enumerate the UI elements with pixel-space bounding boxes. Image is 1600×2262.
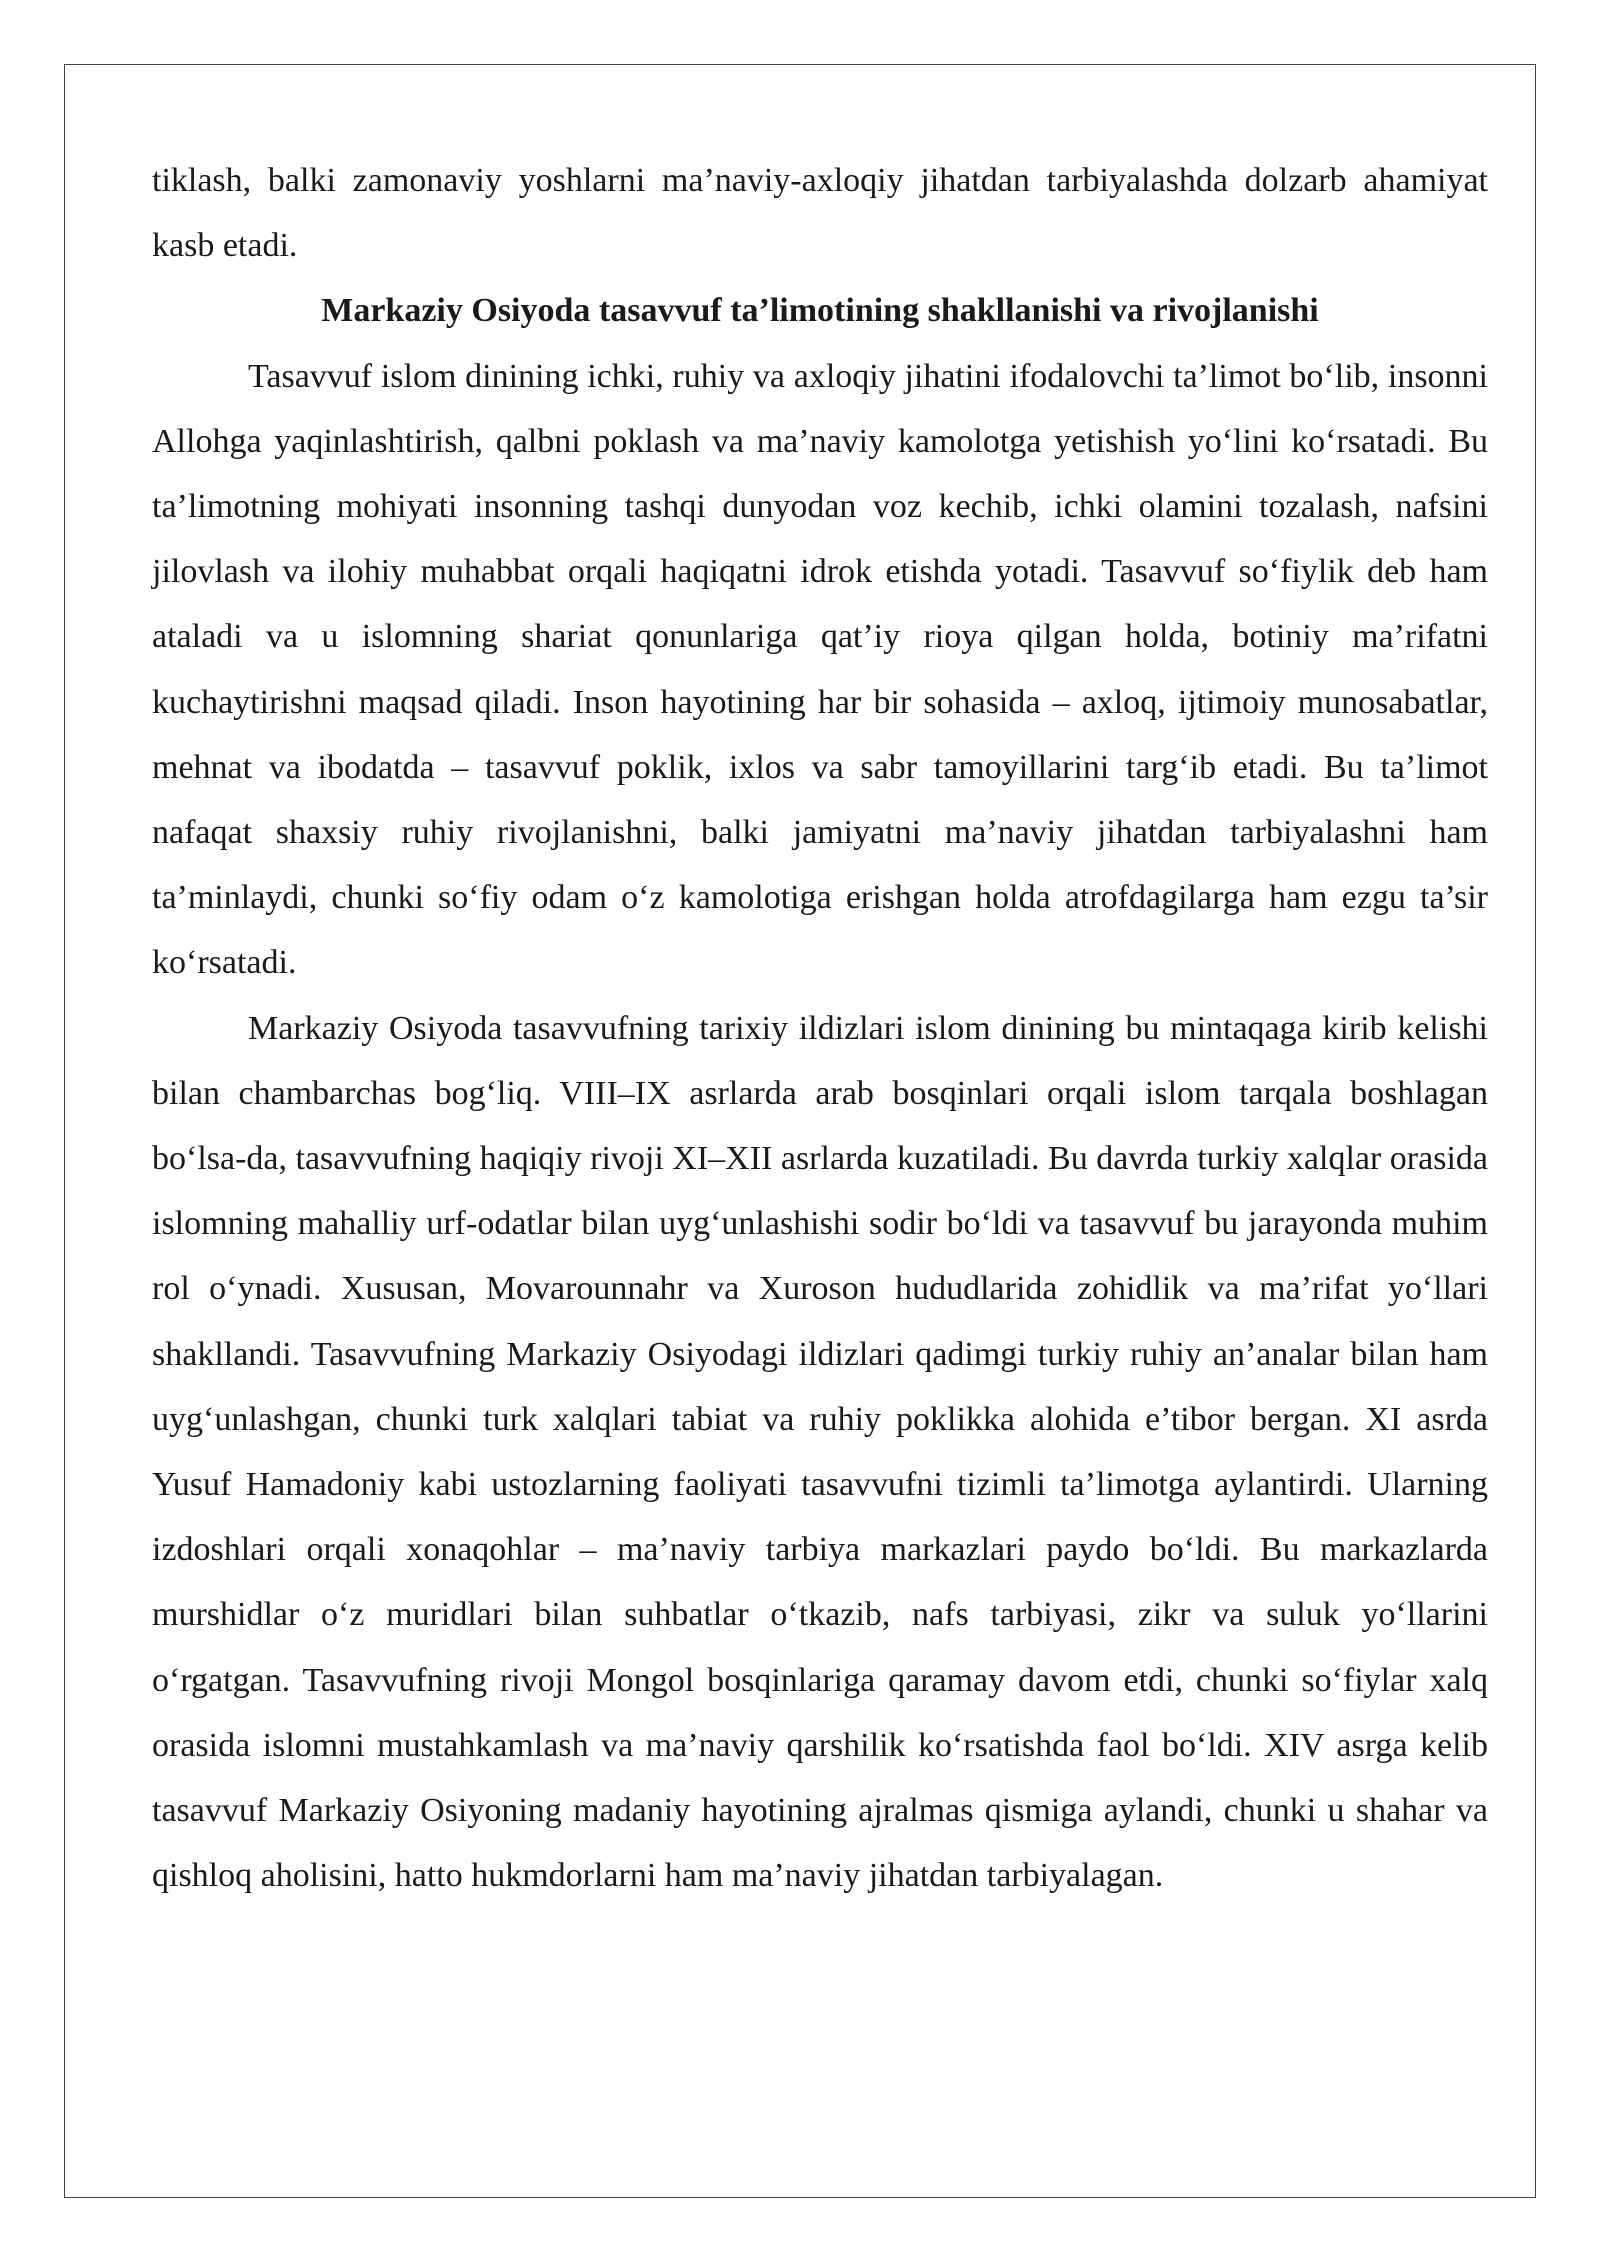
page-content: [152, 148, 1488, 1908]
paragraph-1: Tasavvuf islom dinining ichki, ruhiy va axloqiy jihatini ifodalovchi ta’limot bo‘lib, insonni Allohga yaqinlashtirish, qalbni poklash va ma’naviy kamolotga yetishish yo‘lini ko‘rsatadi. Bu ta’limotning mohiyati insonning tashqi dunyodan voz kechib, ichki olamini tozalash, nafsini jilovlash va ilohiy muhabbat orqali haqiqatni idrok etishda yotadi. Tasavvuf so‘fiylik deb ham ataladi va u islomning shariat qonunlariga qat’iy rioya qilgan holda, botiniy ma’rifatni kuchaytirishni maqsad qiladi. Inson hayotining har bir sohasida – axloq, ijtimoiy munosabatlar, mehnat va ibodatda – tasavvuf poklik, ixlos va sabr tamoyillarini targ‘ib etadi. Bu ta’limot nafaqat shaxsiy ruhiy rivojlanishni, balki jamiyatni ma’naviy jihatdan tarbiyalashni ham ta’minlaydi, chunki so‘fiy odam o‘z kamolotiga erishgan holda atrofdagilarga ham ezgu ta’sir ko‘rsatadi.: [152, 357, 1488, 982]
continuation-paragraph: tiklash, balki zamonaviy yoshlarni ma’naviy-axloqiy jihatdan tarbiyalashda dolzarb ahamiyat kasb etadi.: [152, 162, 1488, 265]
paragraph-2: Markaziy Osiyoda tasavvufning tarixiy ildizlari islom dinining bu mintaqaga kirib kelishi bilan chambarchas bog‘liq. VIII–IX asrlarda arab bosqinlari orqali islom tarqala boshlagan bo‘lsa-da, tasavvufning haqiqiy rivoji XI–XII asrlarda kuzatiladi. Bu davrda turkiy xalqlar orasida islomning mahalliy urf-odatlar bilan uyg‘unlashishi sodir bo‘ldi va tasavvuf bu jarayonda muhim rol o‘ynadi. Xususan, Movarounnahr va Xuroson hududlarida zohidlik va ma’rifat yo‘llari shakllandi. Tasavvufning Markaziy Osiyodagi ildizlari qadimgi turkiy ruhiy an’analar bilan ham uyg‘unlashgan, chunki turk xalqlari tabiat va ruhiy poklikka alohida e’tibor bergan. XI asrda Yusuf Hamadoniy kabi ustozlarning faoliyati tasavvufni tizimli ta’limotga aylantirdi. Ularning izdoshlari orqali xonaqohlar – ma’naviy tarbiya markazlari paydo bo‘ldi. Bu markazlarda murshidlar o‘z muridlari bilan suhbatlar o‘tkazib, nafs tarbiyasi, zikr va suluk yo‘llarini o‘rgatgan. Tasavvufning rivoji Mongol bosqinlariga qaramay davom etdi, chunki so‘fiylar xalq orasida islomni mustahkamlash va ma’naviy qarshilik ko‘rsatishda faol bo‘ldi. XIV asrga kelib tasavvuf Markaziy Osiyoning madaniy hayotining ajralmas qismiga aylandi, chunki u shahar va qishloq aholisini, hatto hukmdorlarni ham ma’naviy jihatdan tarbiyalagan.: [152, 1009, 1488, 1895]
section-heading: Markaziy Osiyoda tasavvuf ta’limotining shakllanishi va rivojlanishi: [321, 292, 1319, 330]
